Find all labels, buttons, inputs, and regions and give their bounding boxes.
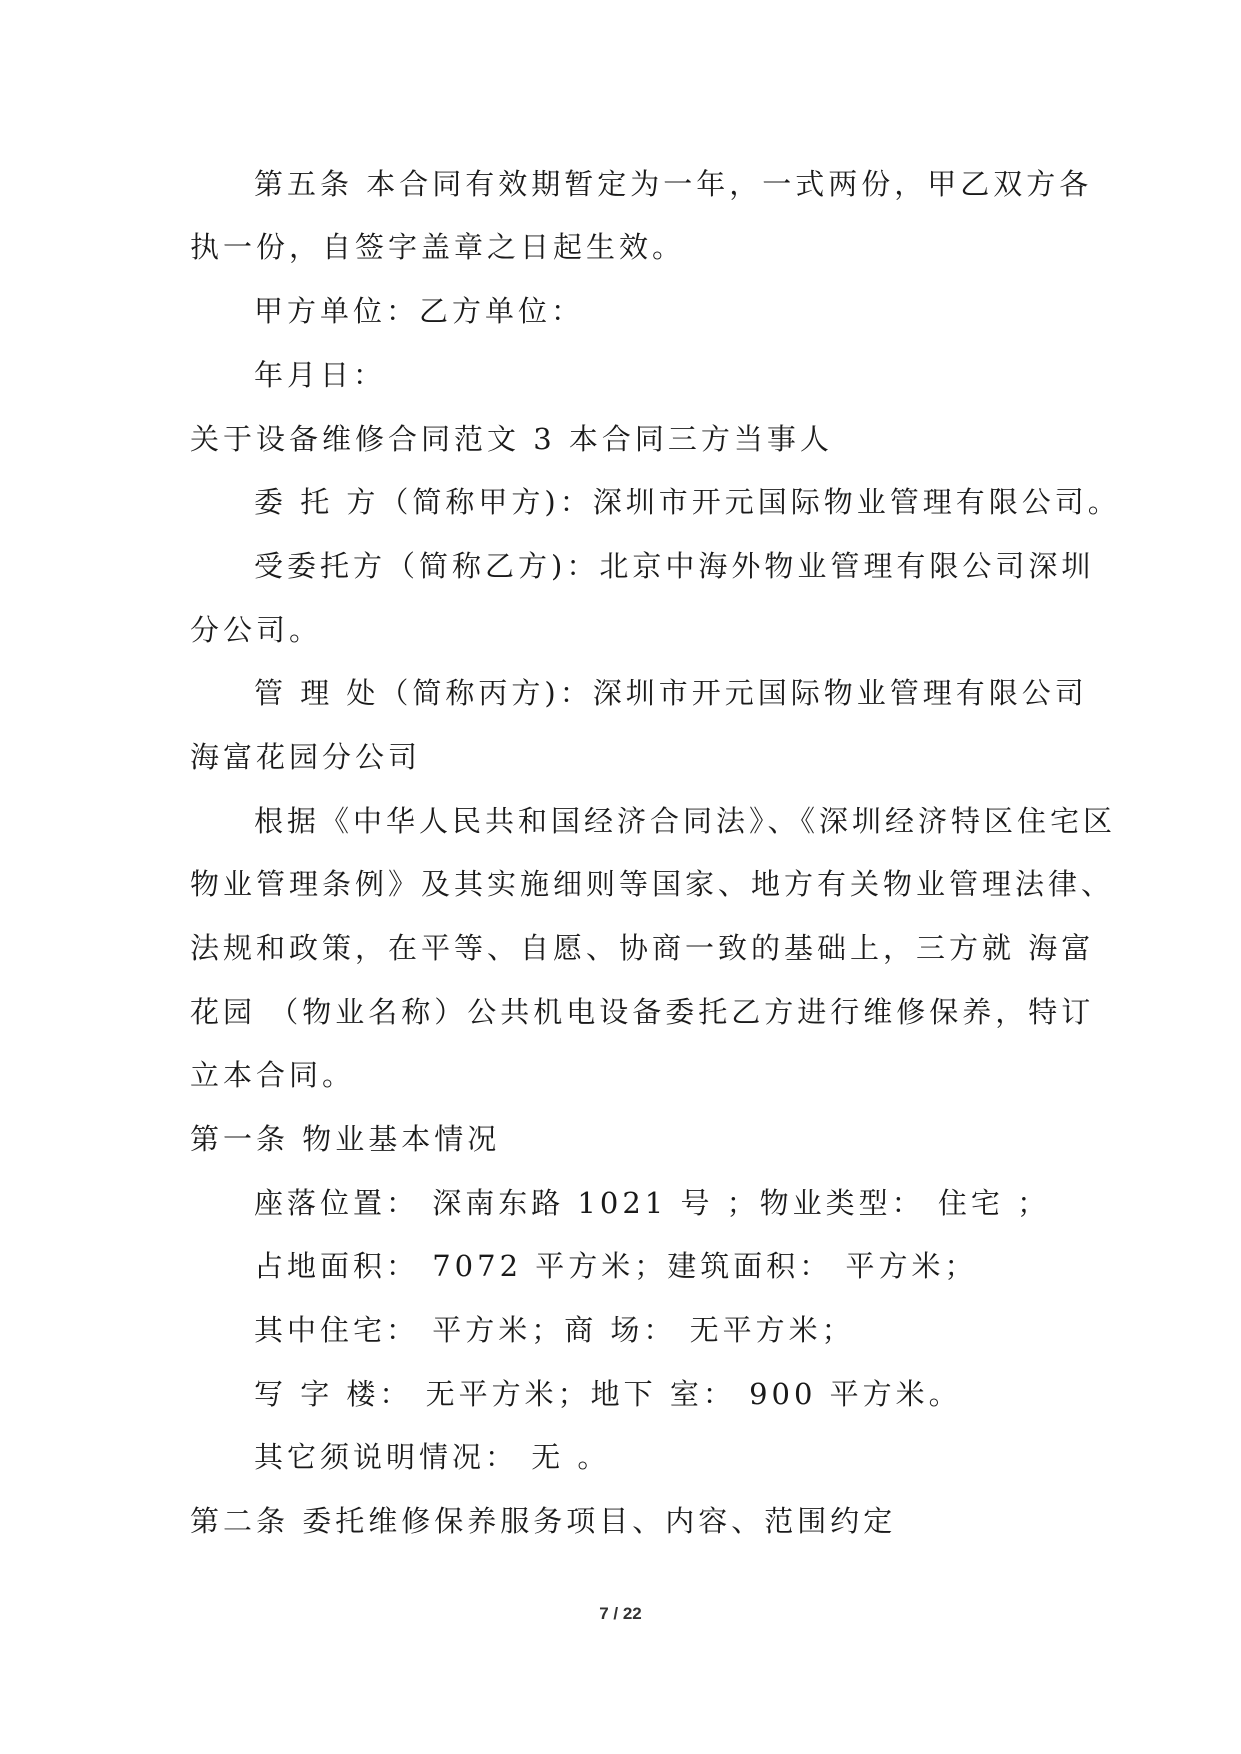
property-info-line: 占地面积： 7072 平方米；建筑面积： 平方米； bbox=[254, 1249, 978, 1283]
paragraph-line: 分公司。 bbox=[190, 613, 323, 647]
property-info-line: 其中住宅： 平方米；商 场： 无平方米； bbox=[254, 1313, 855, 1347]
paragraph-line: 法规和政策，在平等、自愿、协商一致的基础上，三方就 海富 bbox=[190, 931, 1095, 965]
paragraph-line: 花园 （物业名称）公共机电设备委托乙方进行维修保养，特订 bbox=[190, 995, 1095, 1029]
party-line: 受委托方（简称乙方)：北京中海外物业管理有限公司深圳 bbox=[254, 549, 1095, 583]
paragraph-line: 海富花园分公司 bbox=[190, 740, 422, 774]
property-info-line: 座落位置： 深南东路 1021 号 ；物业类型： 住宅 ； bbox=[254, 1186, 1051, 1220]
section-heading: 关于设备维修合同范文 3 本合同三方当事人 bbox=[190, 422, 833, 456]
article-heading: 第二条 委托维修保养服务项目、内容、范围约定 bbox=[190, 1504, 897, 1538]
paragraph-line: 执一份，自签字盖章之日起生效。 bbox=[190, 230, 686, 264]
paragraph-line: 立本合同。 bbox=[190, 1058, 356, 1092]
page-number: 7 / 22 bbox=[599, 1604, 642, 1623]
property-info-line: 其它须说明情况： 无 。 bbox=[254, 1440, 611, 1474]
date-line: 年月日： bbox=[254, 358, 387, 392]
signature-line: 甲方单位：乙方单位： bbox=[254, 294, 585, 328]
article-heading: 第一条 物业基本情况 bbox=[190, 1122, 501, 1156]
paragraph-line: 物业管理条例》及其实施细则等国家、地方有关物业管理法律、 bbox=[190, 867, 1115, 901]
party-line: 管 理 处（简称丙方)：深圳市开元国际物业管理有限公司 bbox=[254, 676, 1088, 710]
paragraph-line: 根据《中华人民共和国经济合同法》、《深圳经济特区住宅区 bbox=[254, 804, 1117, 838]
party-line: 委 托 方（简称甲方)：深圳市开元国际物业管理有限公司。 bbox=[254, 485, 1121, 519]
paragraph-line: 第五条 本合同有效期暂定为一年，一式两份，甲乙双方各 bbox=[254, 167, 1093, 201]
property-info-line: 写 字 楼： 无平方米；地下 室： 900 平方米。 bbox=[254, 1377, 962, 1411]
